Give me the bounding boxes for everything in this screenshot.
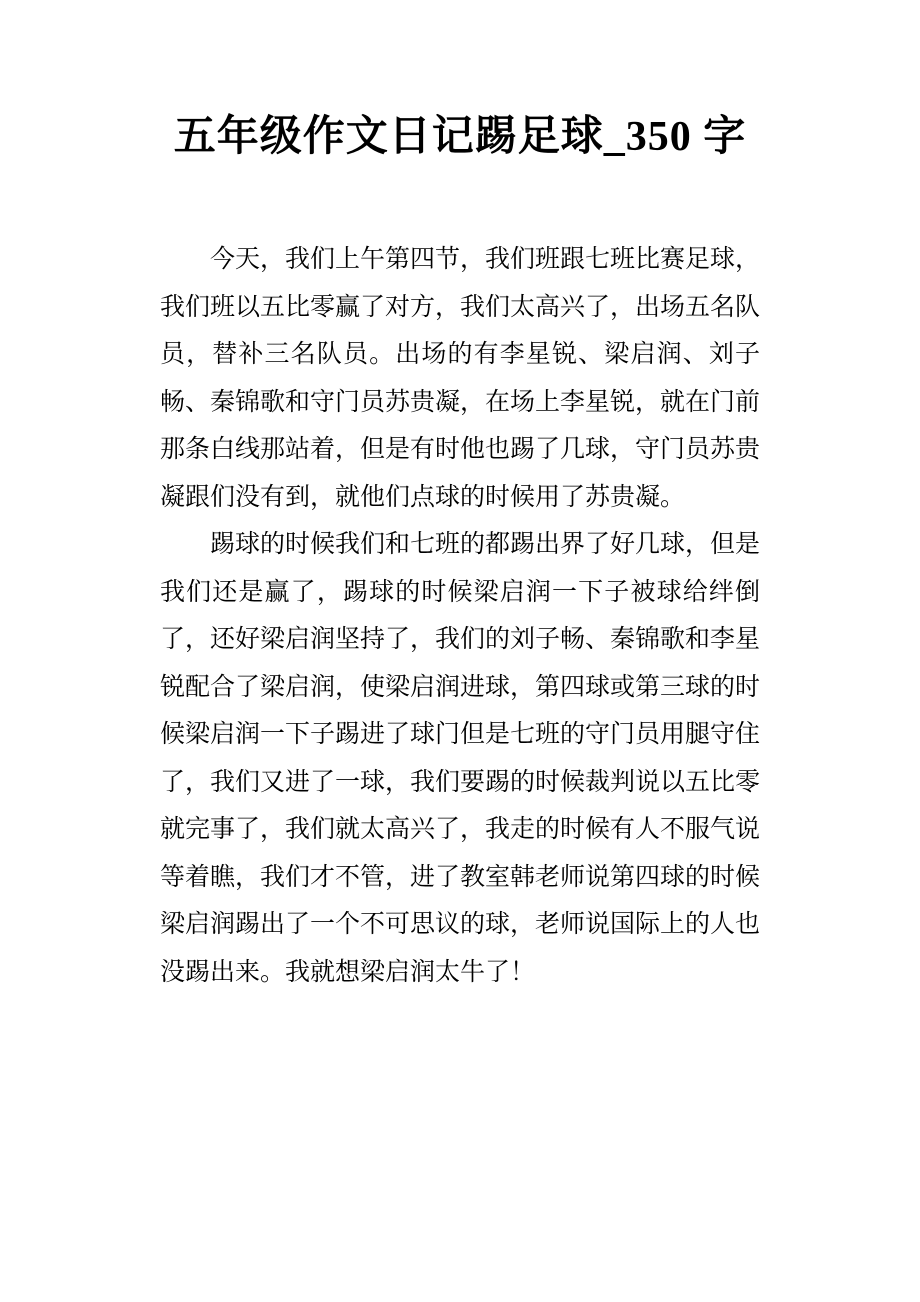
document-title: 五年级作文日记踢足球_350 字: [173, 114, 747, 160]
document-body: [160, 236, 760, 996]
paragraph-1: 今天，我们上午第四节，我们班跟七班比赛足球，我们班以五比零赢了对方，我们太高兴了，出场五名队员，替补三名队员。出场的有李星锐、梁启润、刘子畅、秦锦歌和守门员苏贵凝，在场上李星锐，就在门前那条白线那站着，但是有时他也踢了几球，守门员苏贵凝跟们没有到，就他们点球的时候用了苏贵凝。: [160, 246, 761, 511]
paragraph-2: 踢球的时候我们和七班的都踢出界了好几球，但是我们还是赢了，踢球的时候梁启润一下子被球给绊倒了，还好梁启润坚持了，我们的刘子畅、秦锦歌和李星锐配合了梁启润，使梁启润进球，第四球或第三球的时候梁启润一下子踢进了球门但是七班的守门员用腿守住了，我们又进了一球，我们要踢的时候裁判说以五比零就完事了，我们就太高兴了，我走的时候有人不服气说等着瞧，我们才不管，进了教室韩老师说第四球的时候梁启润踢出了一个不可思议的球，老师说国际上的人也没踢出来。我就想梁启润太牛了！: [160, 531, 761, 986]
